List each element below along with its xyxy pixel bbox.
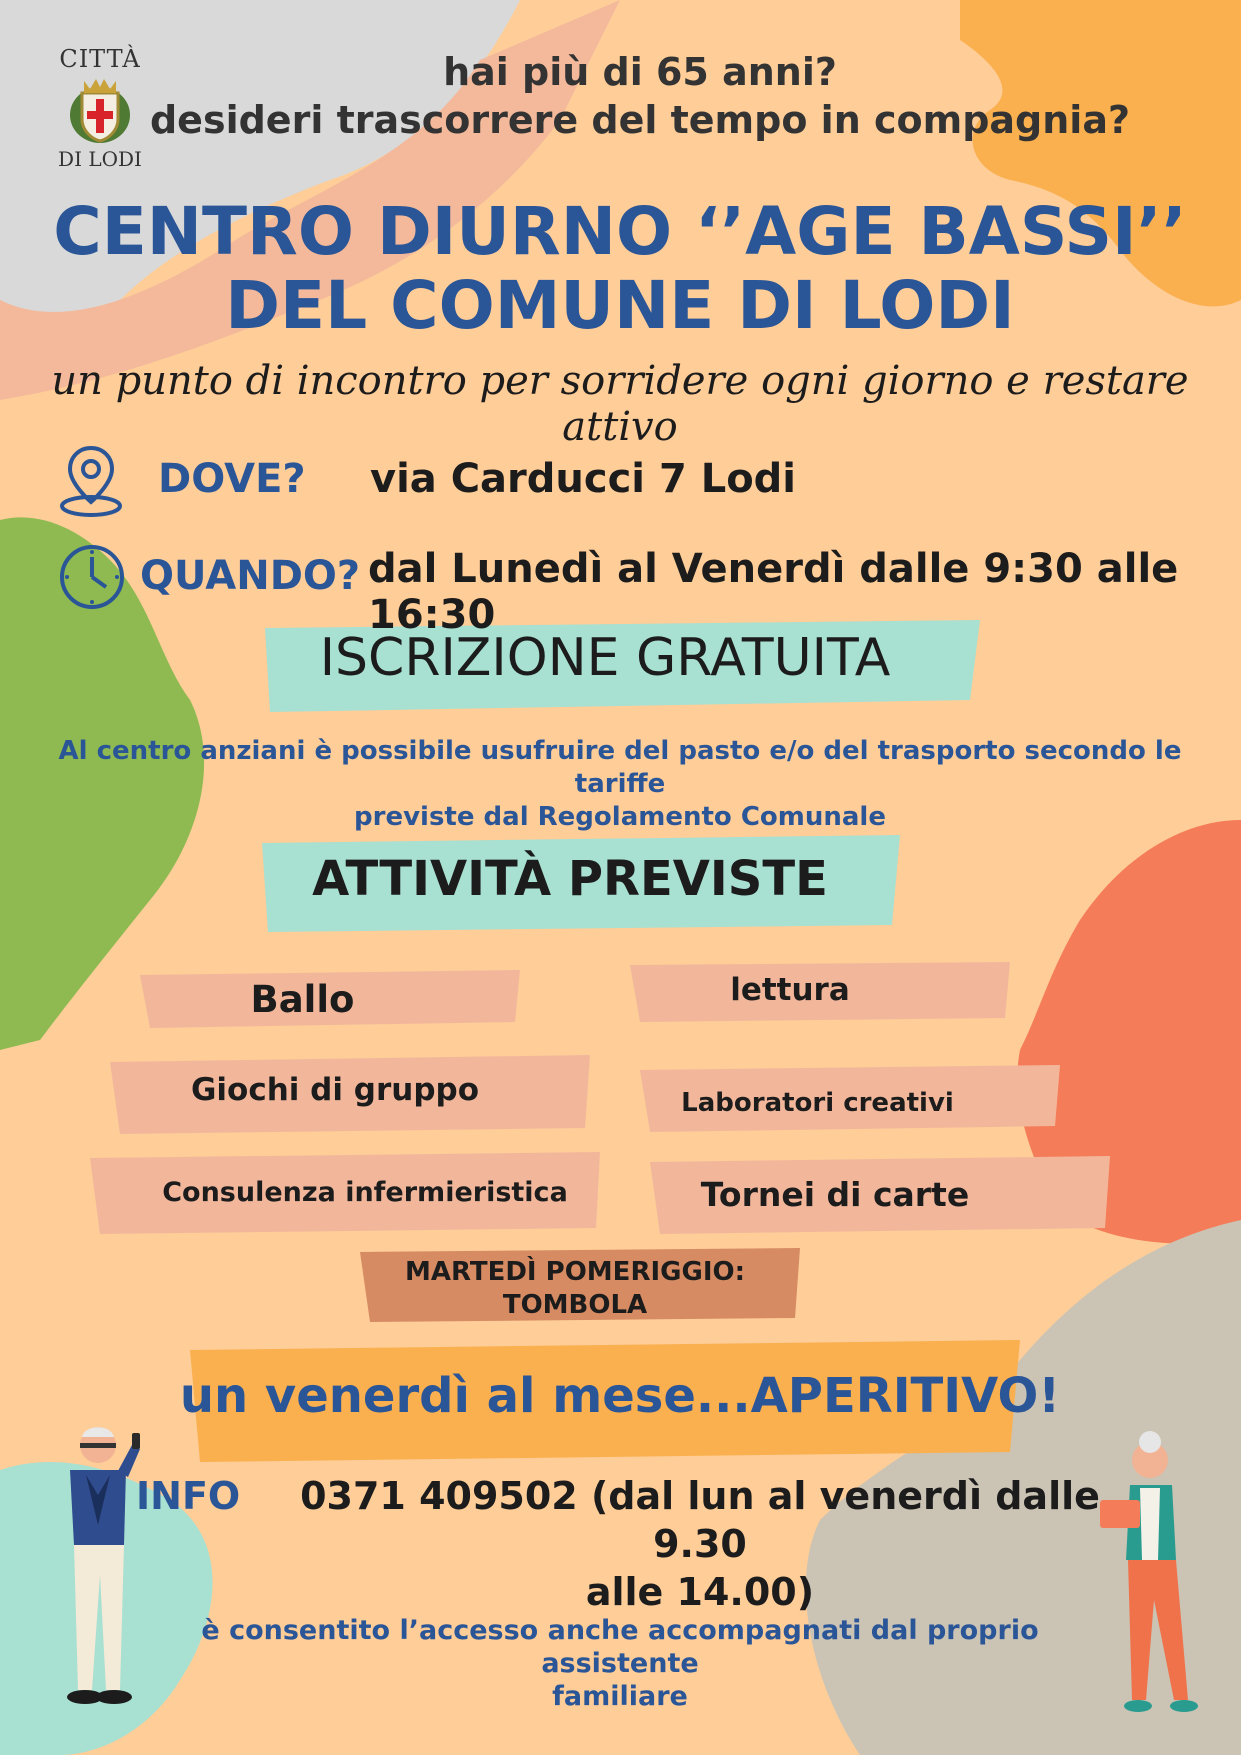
activity-laboratori-creativi: Laboratori creativi: [681, 1088, 954, 1118]
tombola-line-2: TOMBOLA: [502, 1290, 648, 1320]
meals-note-line-2: previste dal Regolamento Comunale: [354, 802, 886, 832]
info-label: INFO: [136, 1474, 241, 1518]
access-note-line-2: familiare: [552, 1681, 688, 1712]
activity-ballo: Ballo: [250, 978, 355, 1021]
logo-lodi-label: DI LODI: [58, 147, 142, 171]
coat-of-arms-icon: [68, 75, 132, 145]
title-line-1: CENTRO DIURNO ‘’AGE BASSI’’: [53, 193, 1187, 270]
meals-note: [40, 735, 1200, 834]
activities-title: ATTIVITÀ PREVISTE: [312, 851, 828, 907]
tagline: un punto di incontro per sorridere ogni giorno e restare attivo: [51, 358, 1189, 450]
when-value: dal Lunedì al Venerdì dalle 9:30 alle 16:30: [368, 546, 1179, 638]
access-note-line-1: è consentito l’accesso anche accompagnati dal proprio assistente: [201, 1615, 1039, 1679]
title-line-2: DEL COMUNE DI LODI: [225, 267, 1015, 344]
activity-consulenza-infermieristica: Consulenza infermieristica: [162, 1177, 568, 1208]
registration-banner: ISCRIZIONE GRATUITA: [319, 628, 891, 688]
aperitivo-banner: un venerdì al mese...APERITIVO!: [179, 1368, 1061, 1424]
info-line-1: 0371 409502 (dal lun al venerdì dalle 9.30: [300, 1474, 1100, 1566]
question-line-1: hai più di 65 anni?: [443, 50, 837, 94]
when-label: QUANDO?: [140, 553, 361, 599]
logo-city-label: CITTÀ: [59, 45, 141, 73]
tombola-note: [340, 1256, 810, 1322]
clock-icon: [58, 543, 126, 611]
info-phone: [255, 1472, 1145, 1616]
where-value: via Carducci 7 Lodi: [370, 456, 797, 502]
activity-giochi-di-gruppo: Giochi di gruppo: [190, 1072, 480, 1108]
elderly-woman-illustration: [1090, 1430, 1210, 1720]
meals-note-line-1: Al centro anziani è possibile usufruire del pasto e/o del trasporto secondo le tariffe: [58, 736, 1182, 799]
activity-tornei-di-carte: Tornei di carte: [700, 1175, 970, 1214]
tombola-line-1: MARTEDÌ POMERIGGIO:: [405, 1257, 745, 1287]
question-line-2: desideri trascorrere del tempo in compagnia?: [149, 98, 1131, 142]
access-note: [120, 1614, 1120, 1713]
info-line-2: alle 14.00): [585, 1570, 815, 1614]
elderly-man-illustration: [40, 1415, 150, 1715]
city-logo: [50, 45, 150, 185]
location-pin-icon: [58, 442, 124, 518]
page-title: [40, 195, 1200, 343]
header-question: [140, 48, 1140, 144]
where-label: DOVE?: [158, 456, 306, 502]
activity-lettura: lettura: [730, 972, 850, 1008]
